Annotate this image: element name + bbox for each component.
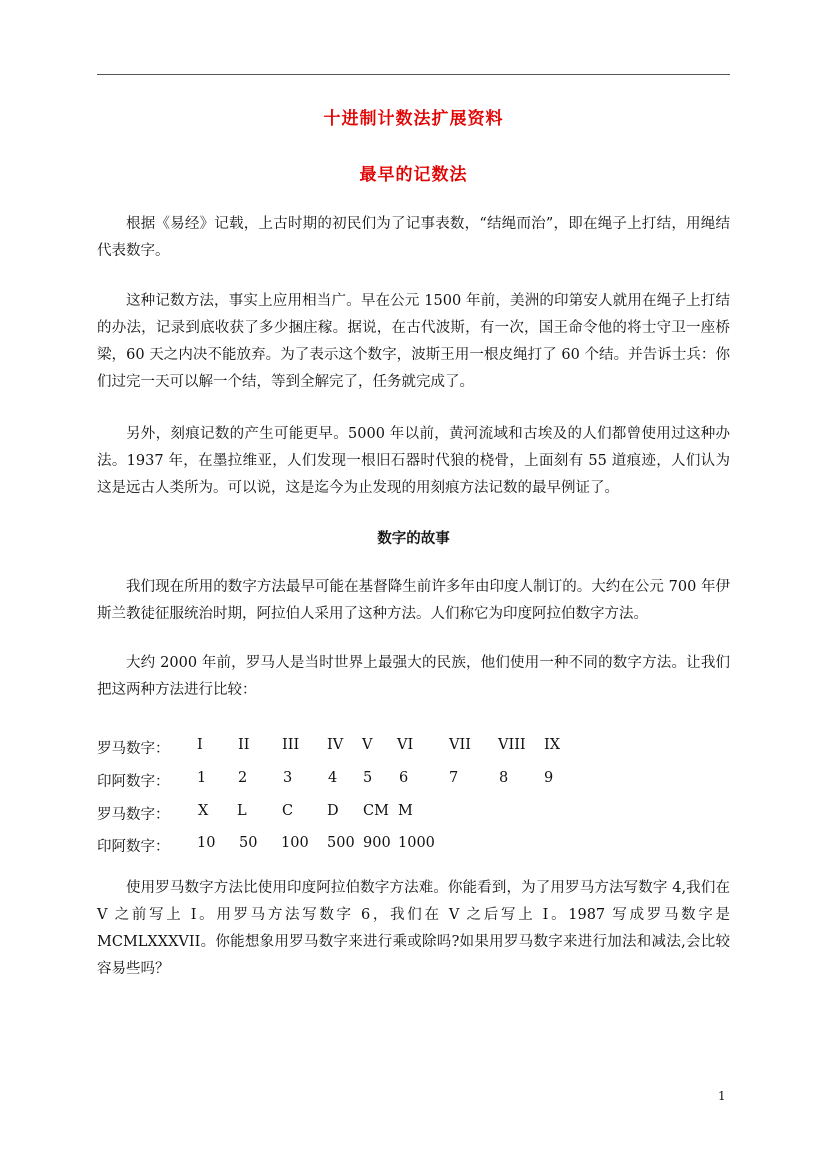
numeral-cell: 10 xyxy=(197,835,216,851)
row-label: 印阿数字： xyxy=(97,839,170,855)
numeral-cell: 4 xyxy=(328,770,338,786)
row-label: 印阿数字： xyxy=(97,774,170,790)
paragraph-knotted-cords: 根据《易经》记载，上古时期的初民们为了记事表数，“结绳而治”，即在绳子上打结，用绳结代表数字。 xyxy=(97,216,730,259)
numeral-cell: 900 xyxy=(363,835,391,851)
page-number: 1 xyxy=(718,1089,726,1103)
numeral-cell: 6 xyxy=(399,770,409,786)
numeral-cell: 3 xyxy=(283,770,293,786)
paragraph-knot-counting: 这种记数方法，事实上应用相当广。早在公元 1500 年前，美洲的印第安人就用在绳子上打结的办法，记录到底收获了多少捆庄稼。据说，在古代波斯，有一次，国王命令他的将士守卫一座桥梁，60 天之内决不能放弃。为了表示这个数字，波斯王用一根皮绳打了 60 个结。并告诉士兵：你们过完一天可以解一个结，等到全解完了，任务就完成了。 xyxy=(97,293,730,390)
paragraph-roman-difficulty: 使用罗马数字方法比使用印度阿拉伯数字方法难。你能看到，为了用罗马方法写数字 4,我们在 V 之前写上 I。用罗马方法写数字 6，我们在 V 之后写上 I。1987 写成罗马数字是 MCMLXXXVII。你能想象用罗马数字来进行乘或除吗?如果用罗马数字来进行加法和减法,会比较容易些吗？ xyxy=(97,880,730,977)
section-title-number-story: 数字的故事 xyxy=(377,530,450,547)
numeral-cell: C xyxy=(282,803,294,819)
header-rule xyxy=(97,74,730,75)
numeral-cell: V xyxy=(362,737,373,753)
numeral-cell: 1 xyxy=(197,770,207,786)
numeral-cell: VIII xyxy=(498,737,526,753)
numeral-cell: 7 xyxy=(449,770,459,786)
numeral-cell: 50 xyxy=(239,835,258,851)
numeral-cell: 8 xyxy=(499,770,509,786)
paragraph-tally-marks: 另外，刻痕记数的产生可能更早。5000 年以前，黄河流域和古埃及的人们都曾使用过这种办法。1937 年，在墨拉维亚，人们发现一根旧石器时代狼的桡骨，上面刻有 55 道痕迹，人们认为这是远古人类所为。可以说，这是迄今为止发现的用刻痕方法记数的最早例证了。 xyxy=(97,426,730,496)
paragraph-roman-comparison-intro: 大约 2000 年前，罗马人是当时世界上最强大的民族，他们使用一种不同的数字方法。让我们把这两种方法进行比较： xyxy=(97,655,730,698)
numeral-cell: IV xyxy=(327,737,344,753)
numeral-cell: VII xyxy=(449,737,471,753)
numeral-cell: 1000 xyxy=(398,835,435,851)
numeral-cell: 9 xyxy=(544,770,554,786)
numeral-cell: I xyxy=(197,737,203,753)
numeral-cell: CM xyxy=(363,803,389,819)
numeral-cell: III xyxy=(282,737,300,753)
row-label: 罗马数字： xyxy=(97,807,170,823)
numeral-cell: II xyxy=(238,737,250,753)
numeral-cell: VI xyxy=(397,737,414,753)
numeral-cell: 500 xyxy=(327,835,355,851)
numeral-cell: M xyxy=(398,803,413,819)
numeral-cell: X xyxy=(198,803,209,819)
numeral-cell: IX xyxy=(544,737,561,753)
document-title: 十进制计数法扩展资料 xyxy=(323,109,504,129)
numeral-cell: 100 xyxy=(281,835,309,851)
numeral-cell: L xyxy=(237,803,247,819)
numeral-cell: 2 xyxy=(238,770,248,786)
numeral-cell: D xyxy=(327,803,339,819)
section-title-earliest-counting: 最早的记数法 xyxy=(359,165,468,185)
numeral-cell: 5 xyxy=(363,770,373,786)
row-label: 罗马数字： xyxy=(97,741,170,757)
paragraph-hindu-arabic-origin: 我们现在所用的数字方法最早可能在基督降生前许多年由印度人制订的。大约在公元 700 年伊斯兰教徒征服统治时期，阿拉伯人采用了这种方法。人们称它为印度阿拉伯数字方法。 xyxy=(97,579,730,622)
